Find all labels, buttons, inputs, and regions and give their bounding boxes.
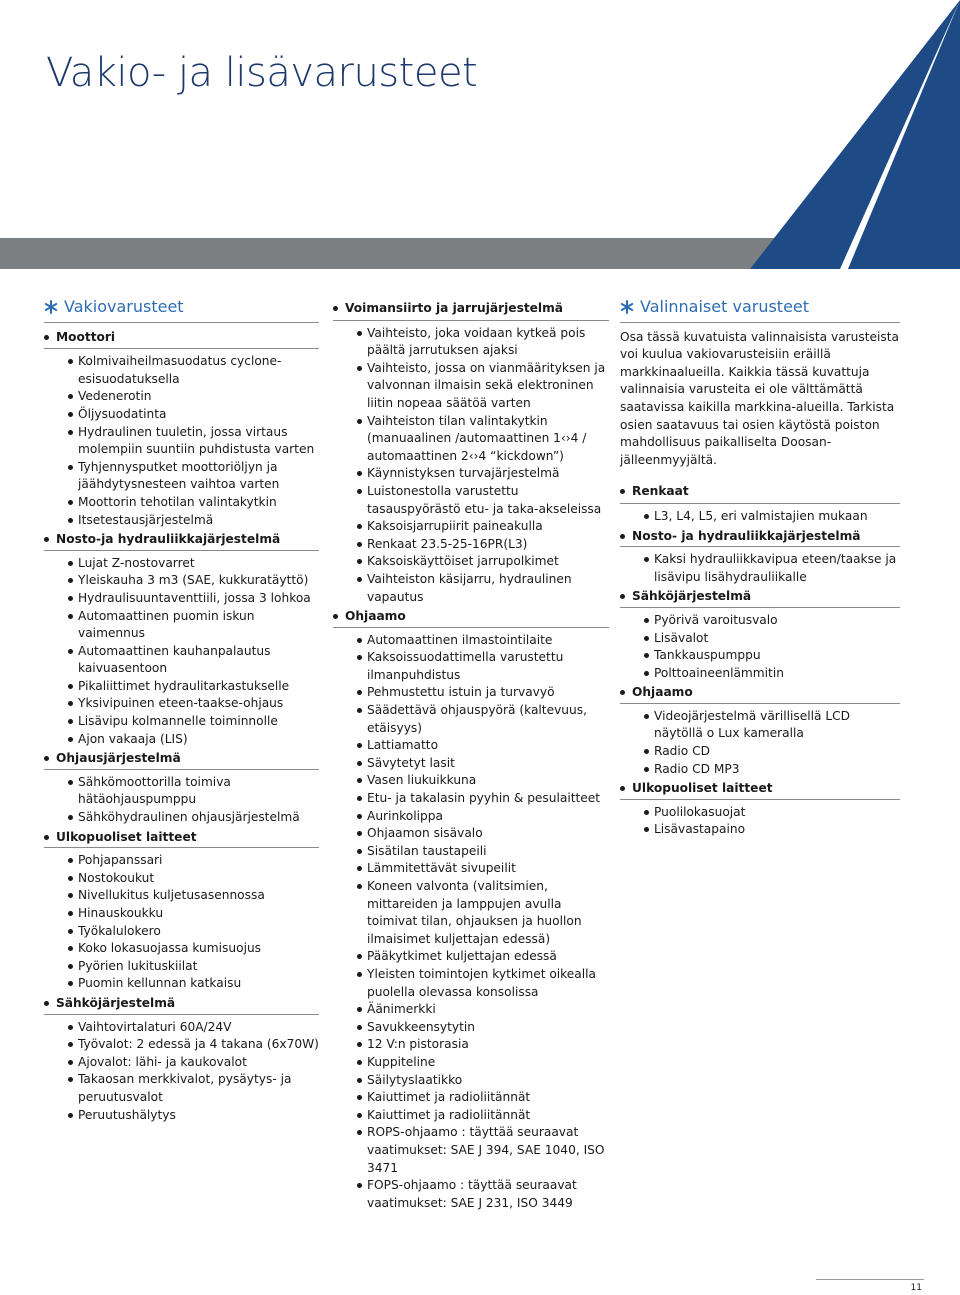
list-item: Nivellukitus kuljetusasennossa [68,887,319,905]
item-list [333,325,609,607]
list-item: Sähkömoottorilla toimiva hätäohjauspumppu [68,774,319,809]
list-item: Tyhjennysputket moottoriöljyn ja jäähdytysnesteen vaihtoa varten [68,459,319,494]
section-title: Nosto- ja hydrauliikkajärjestelmä [620,528,900,548]
list-item: Koko lokasuojassa kumisuojus [68,940,319,958]
section-title: Nosto-ja hydrauliikkajärjestelmä [44,531,319,551]
list-item: FOPS-ohjaamo : täyttää seuraavat vaatimukset: SAE J 231, ISO 3449 [357,1177,609,1212]
list-item: Puomin kellunnan katkaisu [68,975,319,993]
item-list [620,551,900,586]
list-item: Pääkytkimet kuljettajan edessä [357,948,609,966]
item-list [44,852,319,993]
page-number: 11 [910,1283,922,1293]
list-item: Vaihteiston käsijarru, hydraulinen vapautus [357,571,609,606]
optional-equipment-column [620,298,900,839]
list-item: Automaattinen kauhanpalautus kaivuasentoon [68,643,319,678]
list-item: Kaksoissuodattimella varustettu ilmanpuhdistus [357,649,609,684]
list-item: Nostokoukut [68,870,319,888]
list-item: Ohjaamon sisävalo [357,825,609,843]
list-item: Pyörivä varoitusvalo [644,612,900,630]
list-item: Kaksoiskäyttöiset jarrupolkimet [357,553,609,571]
list-item: Lisävalot [644,630,900,648]
corner-graphic [690,0,960,269]
item-list [44,555,319,749]
list-item: ROPS-ohjaamo : täyttää seuraavat vaatimukset: SAE J 394, SAE 1040, ISO 3471 [357,1124,609,1177]
list-item: Ajon vakaaja (LIS) [68,731,319,749]
list-item: Pyörien lukituskiilat [68,958,319,976]
list-item: Sävytetyt lasit [357,755,609,773]
item-list [44,353,319,529]
list-item: Lisävastapaino [644,821,900,839]
heading-rule [620,322,900,323]
list-item: Äänimerkki [357,1001,609,1019]
list-item: Kaksoisjarrupiirit paineakulla [357,518,609,536]
list-item: Säädettävä ohjauspyörä (kaltevuus, etäisyys) [357,702,609,737]
list-item: Vasen liukuikkuna [357,772,609,790]
section-rule [333,320,609,321]
list-item: Vaihteiston tilan valintakytkin (manuaalinen /automaattinen 1‹›4 / automaattinen 2‹›4 “kickdown”) [357,413,609,466]
list-item: Yleiskauha 3 m3 (SAE, kukkuratäyttö) [68,572,319,590]
list-item: Käynnistyksen turvajärjestelmä [357,465,609,483]
list-item: Kaiuttimet ja radioliitännät [357,1089,609,1107]
list-item: Kolmivaiheilmasuodatus cyclone-esisuodatuksella [68,353,319,388]
list-item: Automaattinen ilmastointilaite [357,632,609,650]
list-item: Renkaat 23.5-25-16PR(L3) [357,536,609,554]
standard-equipment-column [44,298,319,1124]
section-rule [44,348,319,349]
section-title: Ohjaamo [333,608,609,628]
optional-equipment-heading [620,298,900,316]
list-item: Säilytyslaatikko [357,1072,609,1090]
list-item: Lämmitettävät sivupeilit [357,860,609,878]
asterisk-icon [44,300,58,314]
list-item: Radio CD [644,743,900,761]
standard-equipment-heading [44,298,319,316]
list-item: Hydraulinen tuuletin, jossa virtaus molempiin suuntiin puhdistusta varten [68,424,319,459]
list-item: Peruutushälytys [68,1107,319,1125]
intro-paragraph: Osa tässä kuvatuista valinnaisista varusteista voi kuulua vakiovarusteisiin eräillä markkinaalueilla. Kaikkia tässä kuvattuja valinnaisia varusteita ei ole välttämättä saatavissa kaikilla markkina-alueilla. Tarkista osien saatavuus tai osien käytöstä poiston mahdollisuus paikalliselta Doosan-jälleenmyyjältä. [620,329,900,467]
section-title: Voimansiirto ja jarrujärjestelmä [333,300,609,318]
list-item: Pohjapanssari [68,852,319,870]
list-item: Lisävipu kolmannelle toiminnolle [68,713,319,731]
list-item: Kuppiteline [357,1054,609,1072]
heading-text: Vakiovarusteet [64,297,184,316]
list-item: Vaihteisto, jossa on vianmäärityksen ja valvonnan ilmaisin sekä elektroninen liitin nopeaa säätöä varten [357,360,609,413]
list-item: Puolilokasuojat [644,804,900,822]
list-item: Automaattinen puomin iskun vaimennus [68,608,319,643]
list-item: Aurinkolippa [357,808,609,826]
list-item: Hinauskoukku [68,905,319,923]
list-item: Sisätilan taustapeili [357,843,609,861]
section-title: Ohjausjärjestelmä [44,750,319,770]
list-item: Vedenerotin [68,388,319,406]
item-list [333,632,609,1213]
item-list [620,804,900,839]
section-title: Renkaat [620,483,900,501]
list-item: Vaihtovirtalaturi 60A/24V [68,1019,319,1037]
list-item: Kaiuttimet ja radioliitännät [357,1107,609,1125]
list-item: Polttoaineenlämmitin [644,665,900,683]
list-item: Takaosan merkkivalot, pysäytys- ja peruutusvalot [68,1071,319,1106]
section-title: Ulkopuoliset laitteet [44,829,319,849]
page-number-rule [816,1279,924,1280]
list-item: Koneen valvonta (valitsimien, mittareiden ja lamppujen avulla toimivat tilan, ohjauksen ja huollon ilmaisimet kuljettajan edessä) [357,878,609,948]
list-item: Videojärjestelmä värillisellä LCD näytöllä o Lux kameralla [644,708,900,743]
list-item: Lattiamatto [357,737,609,755]
list-item: Työvalot: 2 edessä ja 4 takana (6x70W) [68,1036,319,1054]
heading-text: Valinnaiset varusteet [640,297,810,316]
section-title: Moottori [44,329,319,347]
item-list [44,774,319,827]
list-item: Sähköhydraulinen ohjausjärjestelmä [68,809,319,827]
list-item: Pikaliittimet hydraulitarkastukselle [68,678,319,696]
list-item: Työkalulokero [68,923,319,941]
item-list [44,1019,319,1125]
list-item: Ajovalot: lähi- ja kaukovalot [68,1054,319,1072]
heading-rule [44,322,319,323]
item-list [620,612,900,682]
item-list [620,508,900,526]
standard-equipment-column-2 [333,298,609,1212]
list-item: Tankkauspumppu [644,647,900,665]
list-item: Yleisten toimintojen kytkimet oikealla puolella olevassa konsolissa [357,966,609,1001]
list-item: Lujat Z-nostovarret [68,555,319,573]
list-item: Radio CD MP3 [644,761,900,779]
list-item: Itsetestausjärjestelmä [68,512,319,530]
list-item: Öljysuodatinta [68,406,319,424]
section-title: Ulkopuoliset laitteet [620,780,900,800]
item-list [620,708,900,778]
section-title: Sähköjärjestelmä [44,995,319,1015]
list-item: L3, L4, L5, eri valmistajien mukaan [644,508,900,526]
list-item: Moottorin tehotilan valintakytkin [68,494,319,512]
list-item: Pehmustettu istuin ja turvavyö [357,684,609,702]
list-item: Kaksi hydrauliikkavipua eteen/taakse ja lisävipu lisähydrauliikalle [644,551,900,586]
section-title: Ohjaamo [620,684,900,704]
section-title: Sähköjärjestelmä [620,588,900,608]
list-item: Hydraulisuuntaventtiili, jossa 3 lohkoa [68,590,319,608]
list-item: Yksivipuinen eteen-taakse-ohjaus [68,695,319,713]
section-rule [620,503,900,504]
list-item: Luistonestolla varustettu tasauspyörästö etu- ja taka-akseleissa [357,483,609,518]
list-item: Vaihteisto, joka voidaan kytkeä pois päältä jarrutuksen ajaksi [357,325,609,360]
list-item: Savukkeensytytin [357,1019,609,1037]
list-item: Etu- ja takalasin pyyhin & pesulaitteet [357,790,609,808]
page-title: Vakio- ja lisävarusteet [46,50,478,96]
list-item: 12 V:n pistorasia [357,1036,609,1054]
asterisk-icon [620,300,634,314]
